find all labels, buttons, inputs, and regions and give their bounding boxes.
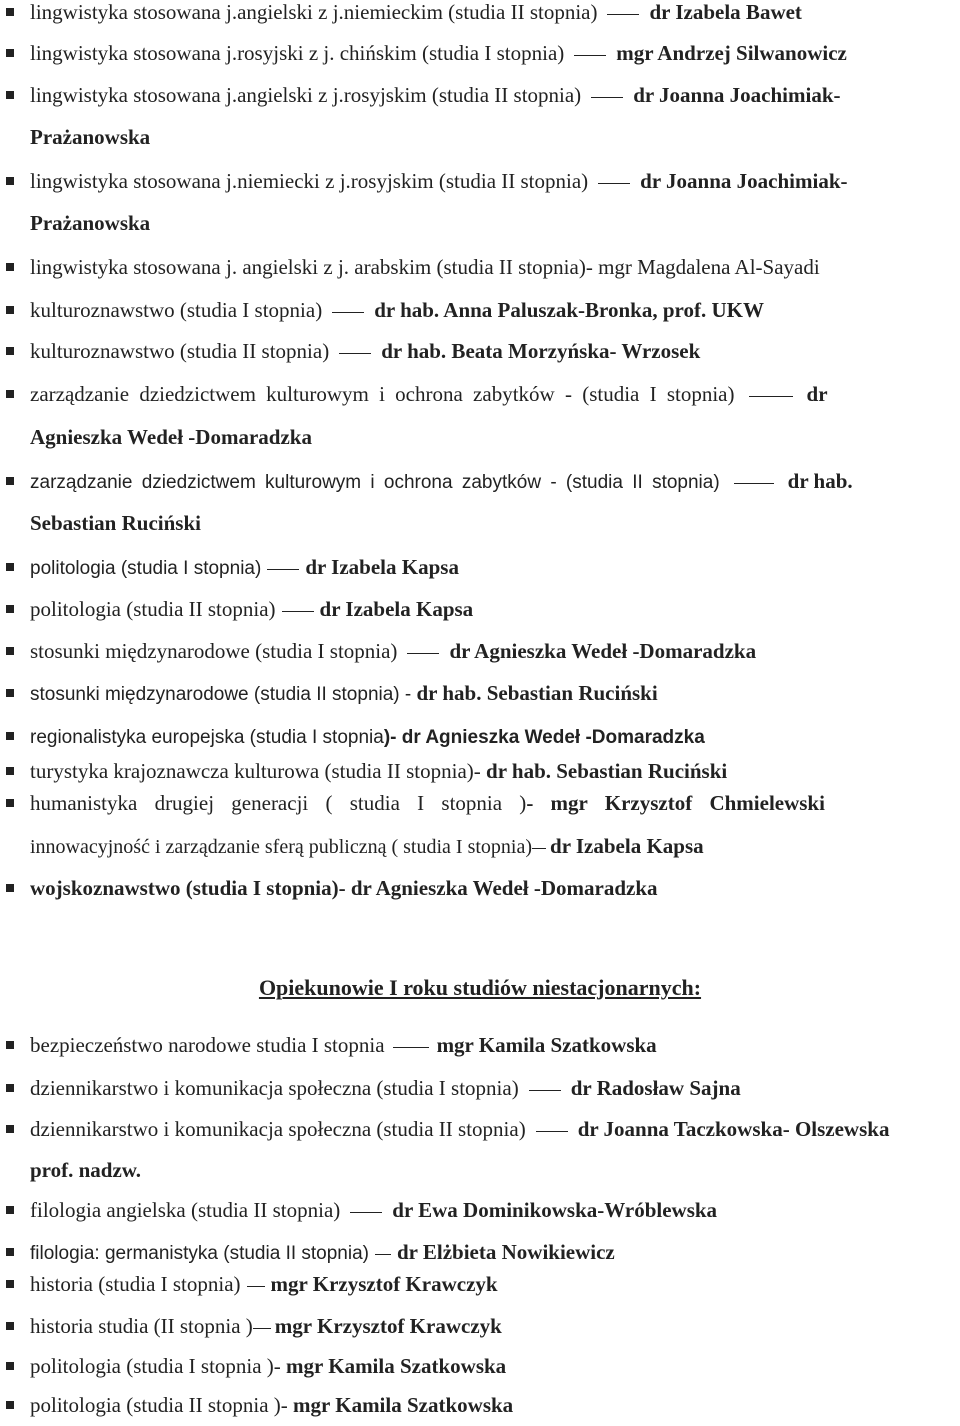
tutor-name-continued: Prażanowska [30, 125, 151, 149]
program-name: turystyka krajoznawcza kulturowa (studia II stopnia)- [30, 759, 481, 783]
tutor-name: mgr Kamila Szatkowska [293, 1393, 514, 1417]
bullet-icon [6, 477, 14, 485]
tutor-name: dr Joanna Taczkowska- Olszewska [577, 1117, 890, 1141]
program-name: filologia: germanistyka (studia II stopnia) [30, 1243, 369, 1264]
bullet-icon [6, 1206, 14, 1214]
bullet-icon [6, 390, 14, 398]
bullet-icon [6, 1084, 14, 1092]
program-name: historia studia (II stopnia ) [30, 1314, 253, 1338]
tutor-name: dr hab. Sebastian Ruciński [486, 759, 728, 783]
tutor-name: dr Izabela Kapsa [319, 597, 474, 621]
bullet-icon [6, 1401, 14, 1409]
section-heading [0, 975, 960, 1001]
tutor-name-continued: Agnieszka Wedeł -Domaradzka [30, 425, 312, 449]
bullet-icon [6, 1322, 14, 1330]
bullet-icon [6, 1362, 14, 1370]
program-name: stosunki międzynarodowe (studia I stopnia) [30, 639, 398, 663]
bullet-icon [6, 177, 14, 185]
program-name: zarządzanie dziedzictwem kulturowym i ochrona zabytków - (studia I stopnia) [30, 382, 735, 406]
tutor-name: mgr Kamila Szatkowska [286, 1354, 507, 1378]
program-name: politologia (studia II stopnia) [30, 597, 276, 621]
program-and-tutor: wojskoznawstwo (studia I stopnia)- dr Agnieszka Wedeł -Domaradzka [30, 876, 658, 900]
program-name: kulturoznawstwo (studia I stopnia) [30, 298, 323, 322]
bullet-icon [6, 347, 14, 355]
bullet-icon [6, 49, 14, 57]
program-name: zarządzanie dziedzictwem kulturowym i ochrona zabytków - (studia II stopnia) [30, 472, 720, 493]
program-name: humanistyka drugiej generacji ( studia I stopnia ) [30, 791, 527, 815]
tutor-name: dr hab. Anna Paluszak-Bronka, prof. UKW [374, 298, 764, 322]
program-name: kulturoznawstwo (studia II stopnia) [30, 339, 330, 363]
program-name: lingwistyka stosowana j.angielski z j.niemieckim (studia II stopnia) [30, 0, 598, 24]
program-name: politologia (studia I stopnia) [30, 558, 262, 579]
section-heading-text: Opiekunowie I roku studiów niestacjonarnych: [258, 975, 702, 1000]
tutor-name: dr Izabela Kapsa [305, 555, 459, 579]
program-name: lingwistyka stosowana j. angielski z j. arabskim (studia II stopnia) [30, 255, 586, 279]
bullet-icon [6, 767, 14, 775]
tutor-name: - mgr Magdalena Al-Sayadi [585, 255, 820, 279]
tutor-name: dr hab. [787, 469, 853, 493]
bullet-icon [6, 8, 14, 16]
tutor-name: dr Radosław Sajna [570, 1076, 741, 1100]
tutor-name-continued: Sebastian Ruciński [30, 511, 201, 535]
program-name: filologia angielska (studia II stopnia) [30, 1198, 341, 1222]
bullet-icon [6, 1248, 14, 1256]
tutor-name: mgr Andrzej Silwanowicz [616, 41, 847, 65]
tutor-name: dr Joanna Joachimiak- [633, 83, 841, 107]
tutor-name: dr hab. Beata Morzyńska- Wrzosek [381, 339, 701, 363]
bullet-icon [6, 884, 14, 892]
tutor-name: dr Izabela Bawet [649, 0, 802, 24]
tutor-name: mgr Krzysztof Krawczyk [274, 1314, 502, 1338]
program-name: lingwistyka stosowana j.niemiecki z j.rosyjskim (studia II stopnia) [30, 169, 589, 193]
bullet-icon [6, 605, 14, 613]
bullet-icon [6, 689, 14, 697]
tutor-name: dr Joanna Joachimiak- [640, 169, 848, 193]
tutor-name: - mgr Krzysztof Chmielewski [526, 791, 825, 815]
tutor-name-continued: Prażanowska [30, 211, 151, 235]
bullet-icon [6, 1041, 14, 1049]
tutor-name: dr [806, 382, 828, 406]
tutor-name: )- dr Agnieszka Wedeł -Domaradzka [383, 727, 705, 748]
bullet-icon [6, 306, 14, 314]
bullet-icon [6, 563, 14, 571]
bullet-icon [6, 647, 14, 655]
bullet-icon [6, 1125, 14, 1133]
tutor-name: mgr Krzysztof Krawczyk [270, 1272, 498, 1296]
program-name: historia (studia I stopnia) [30, 1272, 241, 1296]
program-name: bezpieczeństwo narodowe studia I stopnia [30, 1033, 385, 1057]
tutor-name-continued: prof. nadzw. [30, 1158, 142, 1182]
program-name: lingwistyka stosowana j.rosyjski z j. chińskim (studia I stopnia) [30, 41, 565, 65]
program-name: innowacyjność i zarządzanie sferą publiczną ( studia I stopnia) [30, 836, 533, 858]
program-name: politologia (studia I stopnia )- [30, 1354, 281, 1378]
program-name: regionalistyka europejska (studia I stopnia [30, 727, 384, 748]
bullet-icon [6, 799, 14, 807]
bullet-icon [6, 91, 14, 99]
program-name: dziennikarstwo i komunikacja społeczna (studia I stopnia) [30, 1076, 519, 1100]
tutor-name: dr Izabela Kapsa [550, 834, 704, 858]
tutor-name: mgr Kamila Szatkowska [436, 1033, 657, 1057]
tutor-name: dr Ewa Dominikowska-Wróblewska [392, 1198, 718, 1222]
bullet-icon [6, 732, 14, 740]
tutor-name: dr Agnieszka Wedeł -Domaradzka [449, 639, 757, 663]
program-name: politologia (studia II stopnia )- [30, 1393, 288, 1417]
program-name: stosunki międzynarodowe (studia II stopnia) - [30, 684, 412, 705]
program-name: lingwistyka stosowana j.angielski z j.rosyjskim (studia II stopnia) [30, 83, 582, 107]
bullet-icon [6, 263, 14, 271]
tutor-name: dr Elżbieta Nowikiewicz [397, 1240, 615, 1264]
tutor-name: dr hab. Sebastian Ruciński [416, 681, 658, 705]
program-name: dziennikarstwo i komunikacja społeczna (studia II stopnia) [30, 1117, 526, 1141]
bullet-icon [6, 1280, 14, 1288]
